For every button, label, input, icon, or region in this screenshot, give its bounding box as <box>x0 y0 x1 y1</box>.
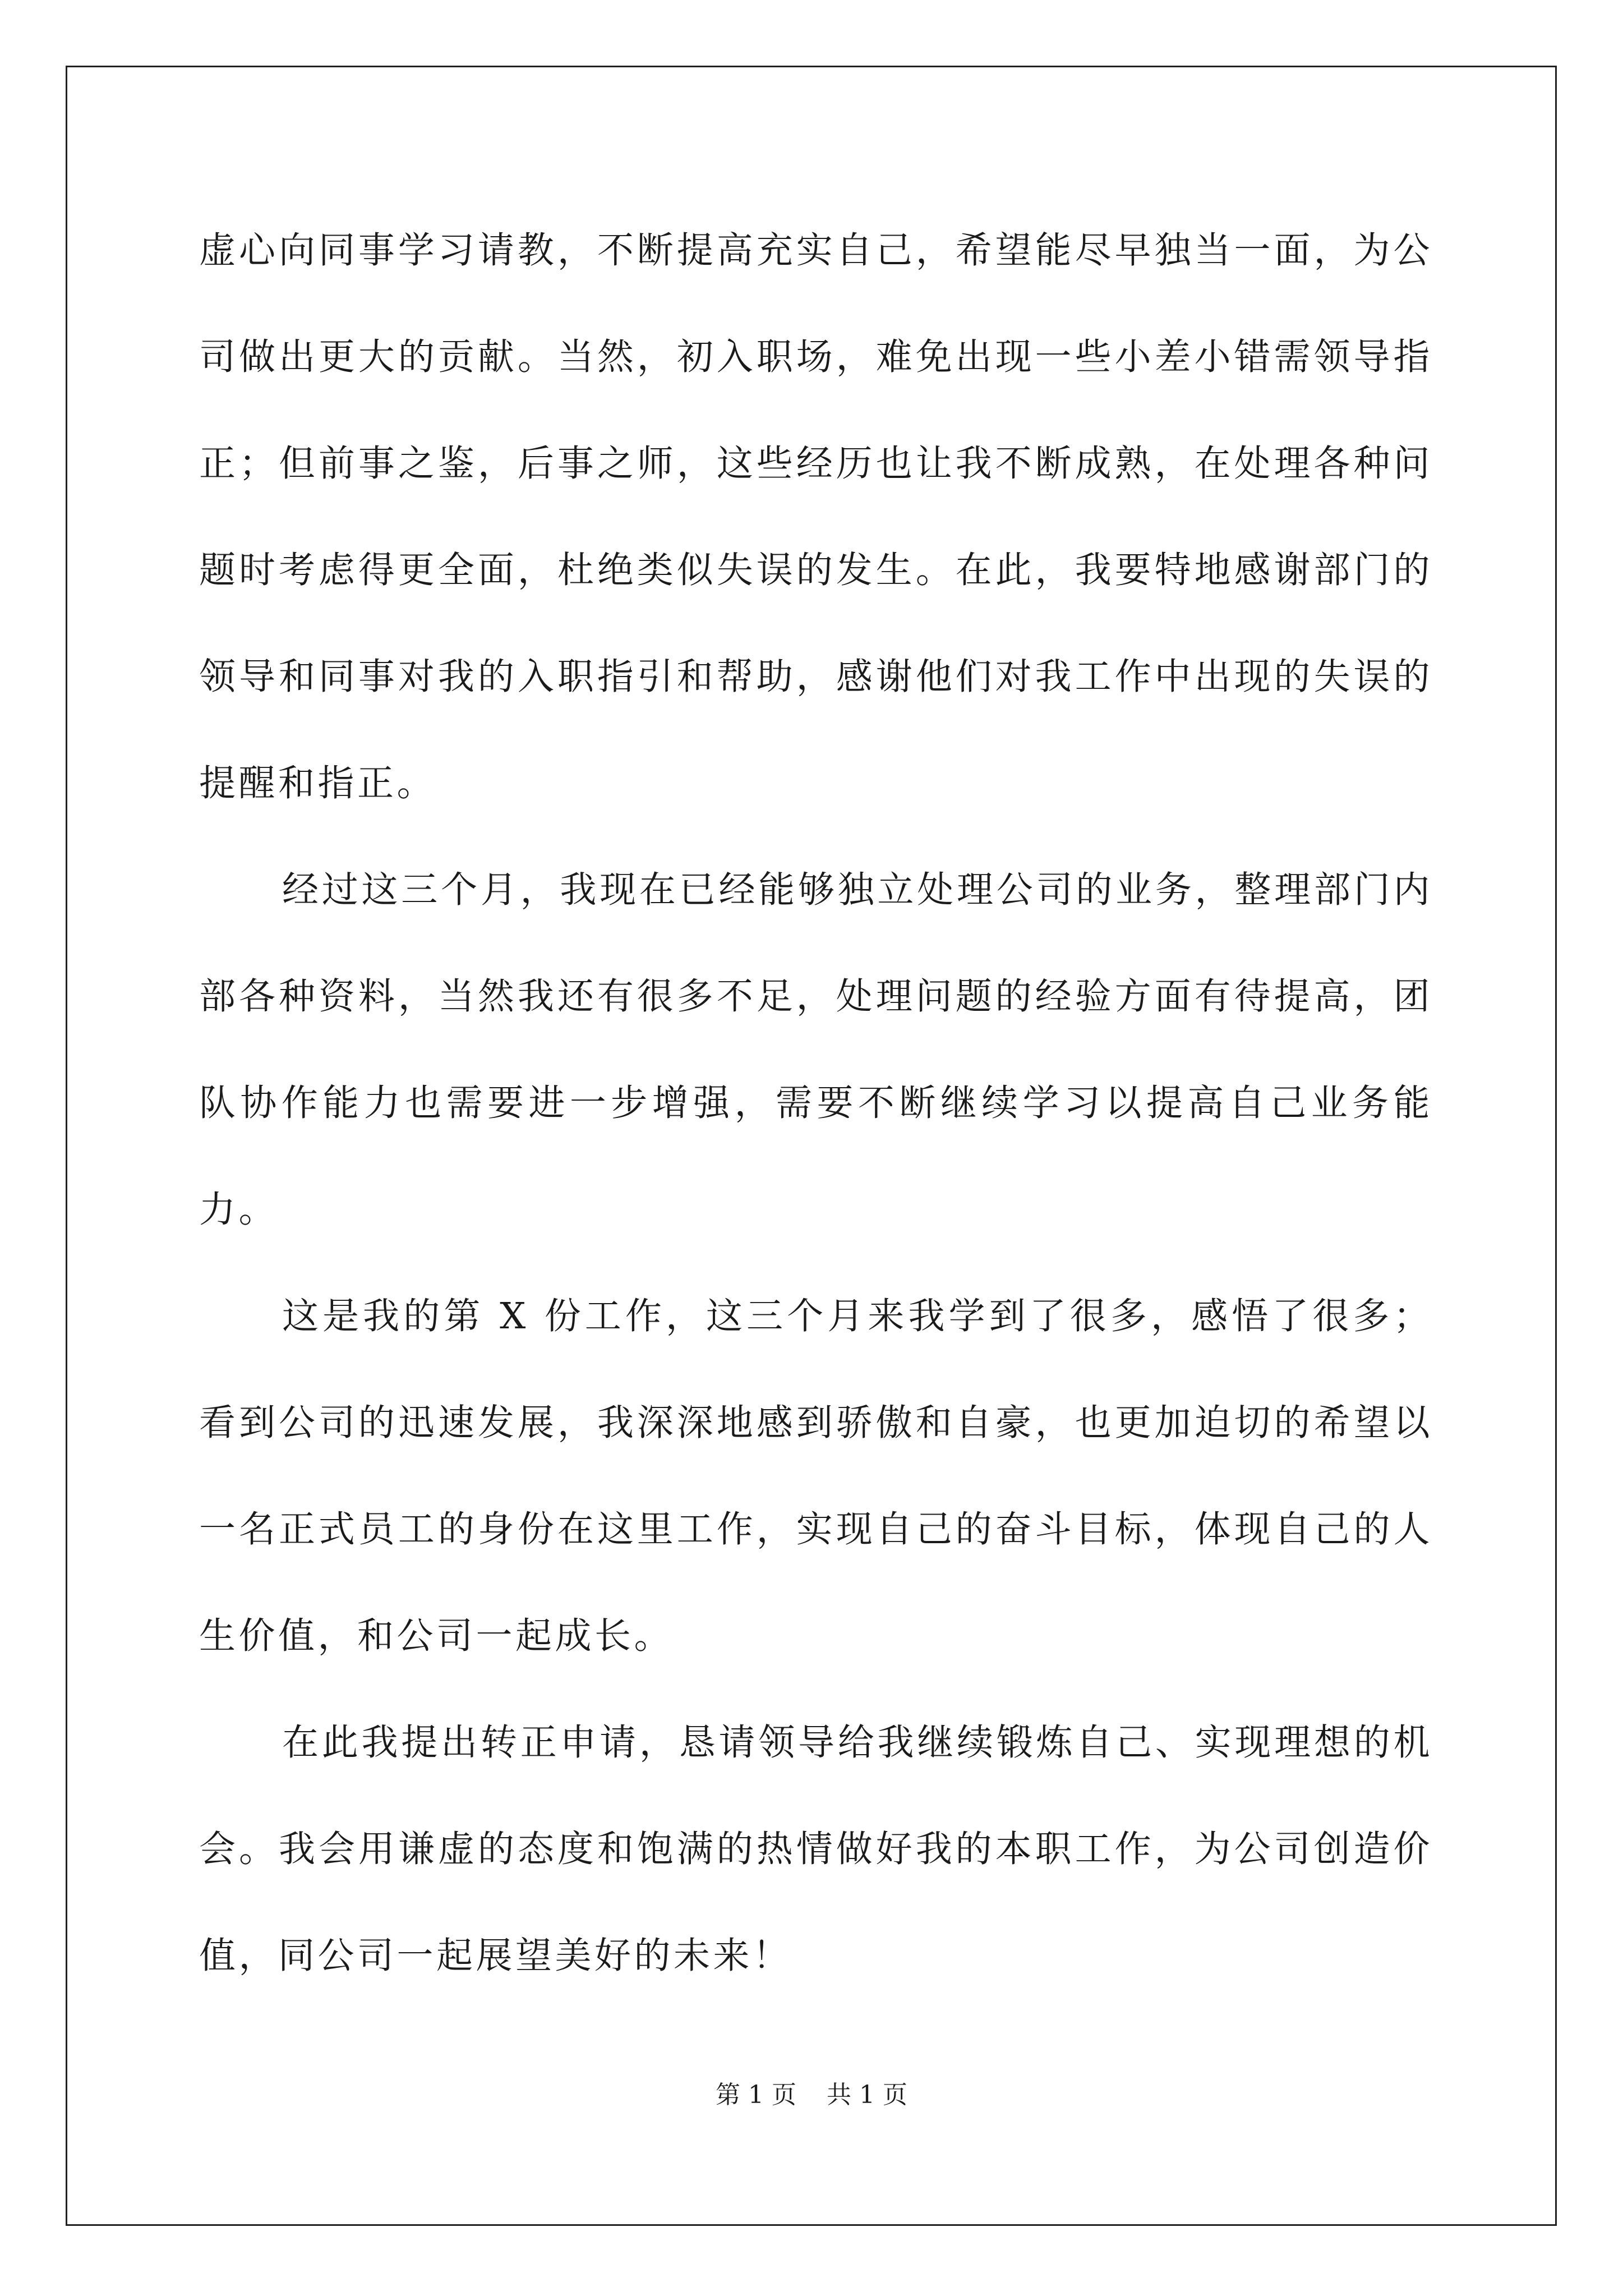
page-number: 第 1 页 <box>716 2081 796 2109</box>
document-body <box>199 197 1433 2009</box>
paragraph-3: 这是我的第 X 份工作，这三个月来我学到了很多，感悟了很多；看到公司的迅速发展，我深深地感到骄傲和自豪，也更加迫切的希望以一名正式员工的身份在这里工作，实现自己的奋斗目标，体现自己的人生价值，和公司一起成长。 <box>199 1295 1433 1657</box>
page-footer <box>0 2078 1623 2112</box>
paragraph-4: 在此我提出转正申请，恳请领导给我继续锻炼自己、实现理想的机会。我会用谦虚的态度和饱满的热情做好我的本职工作，为公司创造价值，同公司一起展望美好的未来！ <box>199 1722 1433 1977</box>
paragraph-1: 虚心向同事学习请教，不断提高充实自己，希望能尽早独当一面，为公司做出更大的贡献。当然，初入职场，难免出现一些小差小错需领导指正；但前事之鉴，后事之师，这些经历也让我不断成熟，在处理各种问题时考虑得更全面，杜绝类似失误的发生。在此，我要特地感谢部门的领导和同事对我的入职指引和帮助，感谢他们对我工作中出现的失误的提醒和指正。 <box>199 229 1433 804</box>
paragraph-2: 经过这三个月，我现在已经能够独立处理公司的业务，整理部门内部各种资料，当然我还有很多不足，处理问题的经验方面有待提高，团队协作能力也需要进一步增强，需要不断继续学习以提高自己业务能力。 <box>199 869 1433 1231</box>
page-total: 共 1 页 <box>827 2081 907 2109</box>
